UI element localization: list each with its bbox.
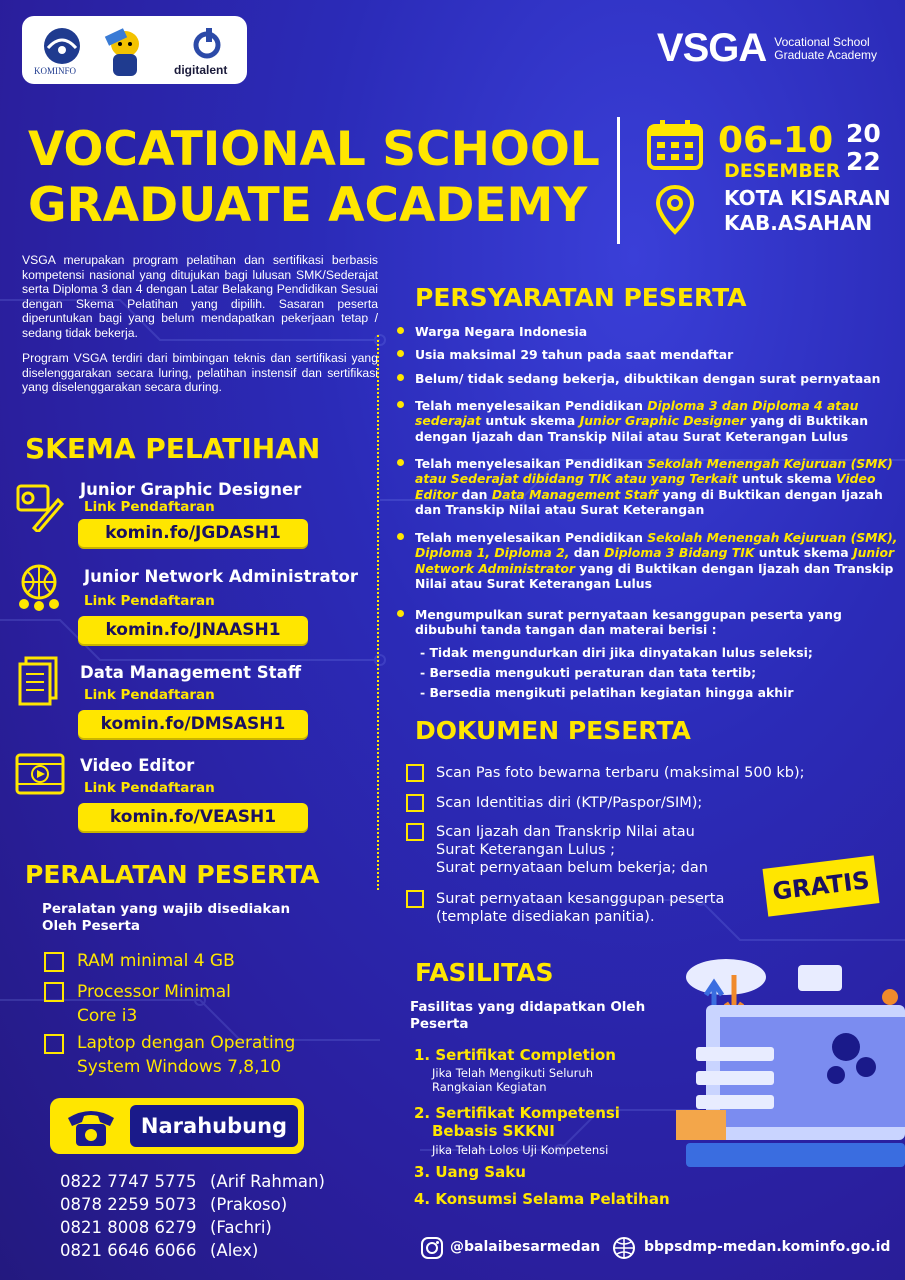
phone-icon	[62, 1102, 120, 1150]
vsga-subtitle-line2: Graduate Academy	[774, 47, 877, 62]
event-year	[846, 120, 881, 176]
contact-name-1: (Arif Rahman)	[210, 1172, 325, 1191]
fasilitas-item-2-line2: Bebasis SKKNI	[432, 1122, 555, 1140]
requirement-3: Belum/ tidak sedang bekerja, dibuktikan dengan surat pernyataan	[415, 371, 899, 386]
check-icon	[406, 823, 424, 841]
instagram-handle[interactable]: @balaibesarmedan	[450, 1239, 601, 1255]
contact-name-4: (Alex)	[210, 1241, 259, 1260]
skema-link-1[interactable]: komin.fo/JGDASH1	[78, 519, 308, 547]
intro-paragraph-1: VSGA merupakan program pelatihan dan sertifikasi berbasis kompetensi nasional yang ditujukan bagi lulusan SMK/Sederajat serta Diploma 3 dan 4 dengan Latar Belakang Pendidikan Sesuai dengan Skema Pelatihan yang dipilih. Sasaran peserta diperuntukan bagi yang belum mendapatkan pekerjaan tetap / sedang tidak bekerja.	[22, 253, 378, 340]
fasilitas-item-2-line1: 2. Sertifikat Kompetensi	[414, 1104, 620, 1122]
requirement-2: Usia maksimal 29 tahun pada saat mendaftar	[415, 347, 899, 362]
skema-link-3[interactable]: komin.fo/DMSASH1	[78, 710, 308, 738]
requirement-1: Warga Negara Indonesia	[415, 324, 899, 339]
fasilitas-item-2-desc: Jika Telah Lolos Uji Kompetensi	[432, 1143, 609, 1157]
requirement-4: Telah menyelesaikan Pendidikan Diploma 3 dan Diploma 4 atau sederajat untuk skema Junior Graphic Designer yang di Buktikan dengan Ijazah dan Transkip Nilai atau Surat Keterangan Lulus	[415, 398, 899, 444]
check-icon	[406, 794, 424, 812]
fasilitas-item-4: 4. Konsumsi Selama Pelatihan	[414, 1190, 670, 1208]
globe-icon	[612, 1236, 636, 1260]
dokumen-item-3-line2: Surat Keterangan Lulus ;	[436, 842, 616, 858]
intro-paragraph-2: Program VSGA terdiri dari bimbingan teknis dan sertifikasi yang diselenggarakan secara luring, pelatihan instensif dan sertifikasi yang diselenggarakan secara during.	[22, 351, 378, 394]
skema-title-4: Video Editor	[80, 756, 195, 775]
requirement-sub-1: - Tidak mengundurkan diri jika dinyatakan lulus seleksi;	[420, 645, 813, 660]
check-icon	[44, 952, 64, 972]
peralatan-subtitle: Peralatan yang wajib disediakan Oleh Peserta	[42, 901, 291, 934]
dokumen-item-3	[436, 823, 708, 877]
skema-title-3: Data Management Staff	[80, 663, 302, 682]
contact-name-3: (Fachri)	[210, 1218, 272, 1237]
kominfo-logo-icon	[40, 26, 84, 66]
skema-title-2: Junior Network Administrator	[84, 567, 358, 586]
dokumen-item-4-line1: Surat pernyataan kesanggupan peserta	[436, 891, 725, 907]
peralatan-heading: PERALATAN PESERTA	[25, 860, 320, 889]
check-icon	[406, 890, 424, 908]
network-icon	[14, 562, 64, 612]
dotted-divider	[377, 335, 379, 890]
check-icon	[406, 764, 424, 782]
requirement-7: Mengumpulkan surat pernyataan kesanggupan peserta yang dibubuhi tanda tangan dan materai berisi :	[415, 607, 899, 638]
location-line1: KOTA KISARAN	[724, 186, 891, 210]
check-icon	[44, 982, 64, 1002]
requirement-sub-2: - Bersedia mengukuti peraturan dan tata tertib;	[420, 665, 757, 680]
dokumen-item-3-line1: Scan Ijazah dan Transkrip Nilai atau	[436, 824, 695, 840]
digitalent-label: digitalent	[174, 63, 228, 77]
requirement-sub-3: - Bersedia mengikuti pelatihan kegiatan hingga akhir	[420, 685, 794, 700]
gratis-badge: GRATIS	[762, 855, 879, 916]
video-icon	[14, 752, 66, 796]
fasilitas-item-3: 3. Uang Saku	[414, 1163, 526, 1181]
fasilitas-item-1-desc-line2: Rangkaian Kegiatan	[432, 1080, 547, 1094]
fasilitas-item-1-desc-line1: Jika Telah Mengikuti Seluruh	[432, 1066, 593, 1080]
dokumen-heading: DOKUMEN PESERTA	[415, 716, 691, 745]
website-link[interactable]: bbpsdmp-medan.kominfo.go.id	[644, 1239, 891, 1255]
contact-phone-4[interactable]: 0821 6646 6066	[60, 1241, 197, 1260]
location-line2: KAB.ASAHAN	[724, 211, 873, 235]
dokumen-item-3-line3: Surat pernyataan belum bekerja; dan	[436, 860, 708, 876]
peralatan-item-3	[77, 1031, 295, 1079]
partner-logos	[22, 16, 247, 84]
requirement-5: Telah menyelesaikan Pendidikan Sekolah Menengah Kejuruan (SMK) atau Sederajat dibidang TIK atau yang Terkait untuk skema Video Editor dan Data Management Staff yang di Buktikan dengan Ijazah dan Transkip Nilai atau Surat Keterangan	[415, 456, 899, 518]
skema-link-4[interactable]: komin.fo/VEASH1	[78, 803, 308, 831]
peralatan-item-1	[77, 949, 235, 973]
title-line1: VOCATIONAL SCHOOL	[28, 122, 600, 177]
graphic-design-icon	[14, 482, 64, 532]
contact-name-2: (Prakoso)	[210, 1195, 288, 1214]
check-icon	[44, 1034, 64, 1054]
title-line2: GRADUATE ACADEMY	[28, 178, 588, 233]
kominfo-label: KOMINFO	[34, 66, 77, 76]
fasilitas-item-1: 1. Sertifikat Completion	[414, 1046, 616, 1064]
peralatan-item-3-line2: System Windows 7,8,10	[77, 1057, 282, 1077]
dokumen-item-1: Scan Pas foto bewarna terbaru (maksimal 500 kb);	[436, 765, 805, 781]
main-title	[28, 122, 600, 234]
contact-phone-1[interactable]: 0822 7747 5775	[60, 1172, 197, 1191]
peralatan-item-2	[77, 980, 231, 1028]
peralatan-item-1-line1: RAM minimal 4 GB	[77, 951, 235, 971]
calendar-icon	[646, 118, 704, 170]
digitalent-logo-icon	[192, 26, 222, 60]
event-month: DESEMBER	[724, 160, 841, 182]
skema-title-1: Junior Graphic Designer	[80, 480, 302, 499]
dokumen-item-4	[436, 890, 724, 926]
skema-heading: SKEMA PELATIHAN	[25, 432, 321, 465]
instagram-icon	[420, 1236, 444, 1260]
requirement-6: Telah menyelesaikan Pendidikan Sekolah Menengah Kejuruan (SMK), Diploma 1, Diploma 2, dan Diploma 3 Bidang TIK untuk skema Junior Network Administrator yang di Buktikan dengan Ijazah dan Transkip Nilai atau Surat Keterangan Lulus	[415, 530, 899, 592]
peralatan-item-2-line2: Core i3	[77, 1006, 138, 1026]
vsga-subtitle-line1: Vocational School	[774, 34, 870, 49]
documents-icon	[16, 650, 64, 708]
contact-phone-2[interactable]: 0878 2259 5073	[60, 1195, 197, 1214]
computer-illustration	[676, 955, 905, 1200]
dokumen-item-4-line2: (template disediakan panitia).	[436, 909, 655, 925]
peralatan-item-2-line1: Processor Minimal	[77, 982, 231, 1002]
event-location	[724, 186, 891, 236]
skema-link-label-3: Link Pendaftaran	[84, 687, 215, 703]
event-date-range: 06-10	[718, 120, 834, 161]
header-divider	[617, 117, 620, 244]
vsga-brand	[657, 26, 877, 71]
fasilitas-item-1-desc	[432, 1066, 593, 1094]
contact-phone-3[interactable]: 0821 8008 6279	[60, 1218, 197, 1237]
dokumen-item-2: Scan Identitias diri (KTP/Paspor/SIM);	[436, 795, 703, 811]
fasilitas-heading: FASILITAS	[415, 958, 554, 987]
fasilitas-subtitle: Fasilitas yang didapatkan Oleh Peserta	[410, 999, 646, 1032]
peralatan-item-3-line1: Laptop dengan Operating	[77, 1033, 296, 1053]
narahubung-label: Narahubung	[130, 1105, 298, 1147]
location-pin-icon	[654, 184, 696, 236]
event-year-bottom: 22	[846, 147, 881, 176]
event-year-top: 20	[846, 119, 881, 148]
persyaratan-heading: PERSYARATAN PESERTA	[415, 283, 747, 312]
skema-link-2[interactable]: komin.fo/JNAASH1	[78, 616, 308, 644]
vsga-logo-text: VSGA	[656, 26, 767, 70]
skema-link-label-4: Link Pendaftaran	[84, 780, 215, 796]
skema-link-label-1: Link Pendaftaran	[84, 499, 215, 515]
fasilitas-item-2	[414, 1104, 620, 1140]
mascot-icon	[100, 22, 150, 80]
vsga-subtitle	[774, 36, 877, 62]
skema-link-label-2: Link Pendaftaran	[84, 593, 215, 609]
